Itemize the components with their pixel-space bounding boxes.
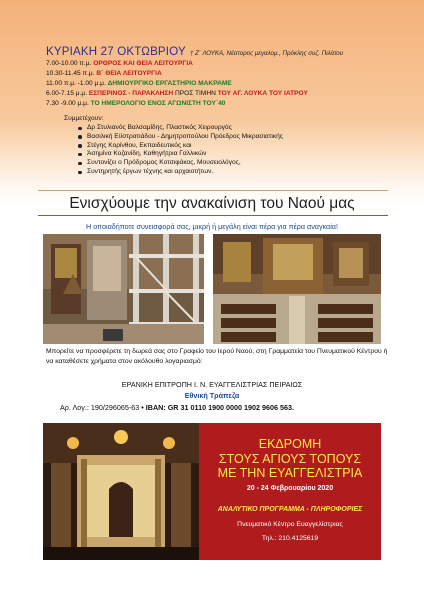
trip-title-line: ΕΚΔΡΟΜΗ xyxy=(258,437,322,451)
participants-label: Συμμετέχουν: xyxy=(64,115,104,122)
participant-item: Συντονίζει ο Πρόδρομος Κοτσιφάκος, Μουσειολόγος, xyxy=(78,159,398,168)
account-line: Αρ. Λογ.: 190/296065-63 • IBAN: GR 31 0110 1900 0000 1902 9606 563. xyxy=(60,403,295,412)
trip-phone: Τηλ.: 210.4125619 xyxy=(261,535,319,542)
participant-item: Δρ Στυλιανός Βαλσαμίδης, Πλαστικός Χειρουργός xyxy=(78,124,398,133)
schedule-time: 10.30-11.45 π.μ. xyxy=(46,70,95,77)
participants-list xyxy=(78,124,398,177)
schedule-event: ΟΡΘΡΟΣ ΚΑΙ ΘΕΙΑ ΛΕΙΤΟΥΡΓΙΑ xyxy=(93,60,193,67)
schedule-item xyxy=(46,69,406,79)
participant-item-continued: Στέγης Κορίνθου, Εκπαιδευτικός και xyxy=(78,142,398,151)
schedule-item xyxy=(46,79,406,89)
schedule-time: 7.30 -9.00 μ.μ. xyxy=(46,100,89,107)
renovation-subline: Η οποιαδήποτε συνεισφορά σας, μικρή ή μεγάλη είναι πέρα για πέρα αναγκαία! xyxy=(86,222,338,231)
account-number: Αρ. Λογ.: 190/296065-63 xyxy=(60,403,140,412)
bank-name: Εθνική Τράπεζα xyxy=(184,391,240,400)
participant-item-continued: Συντηρητής έργων τέχνης και αρχαιοτήτων. xyxy=(78,168,398,177)
schedule-event: ΤΟ ΗΜΕΡΟΛΟΓΙΟ ΕΝΟΣ ΑΓΩΝΙΣΤΗ ΤΟΥ΄40 xyxy=(90,100,226,107)
committee-name: ΕΡΑΝΙΚΗ ΕΠΙΤΡΟΠΗ Ι. Ν. ΕΥΑΓΓΕΛΙΣΤΡΙΑΣ ΠΕΙΡΑΙΩΣ xyxy=(121,380,303,389)
schedule-time: 6.00-7.15 μ.μ. xyxy=(46,90,87,97)
schedule-item xyxy=(46,99,406,109)
trip-panel xyxy=(199,423,381,560)
section-divider xyxy=(38,190,388,191)
schedule-item xyxy=(46,89,406,99)
headline-rule xyxy=(38,215,388,216)
trip-title-line: ΣΤΟΥΣ ΑΓΙΟΥΣ ΤΟΠΟΥΣ xyxy=(218,451,362,466)
schedule-time: 11.00 π.μ. -1.00 μ.μ. xyxy=(46,80,106,87)
schedule-event-saint: ΤΟΥ ΑΓ. ΛΟΥΚΑ ΤΟΥ ΙΑΤΡΟΥ xyxy=(217,90,308,97)
schedule-event: Β΄ ΘΕΙΑ ΛΕΙΤΟΥΡΓΙΑ xyxy=(96,70,162,77)
trip-photo-holy-sepulchre xyxy=(43,423,199,560)
schedule-event-extra: ΠΡΟΣ ΤΙΜΗΝ xyxy=(174,90,216,97)
participant-item: Άσημίνα Κοζανίδη, Καθηγήτρια Γαλλικών xyxy=(78,150,398,159)
schedule-time: 7.00-10.00 π.μ. xyxy=(46,60,92,67)
renovation-headline: Ενισχύουμε την ανακαίνιση του Ναού μας xyxy=(69,195,355,212)
day-header xyxy=(46,42,416,56)
trip-organizer: Πνευματικό Κέντρο Ευαγγελίστριας xyxy=(237,521,343,528)
trip-program-info: ΑΝΑΛΥΤΙΚΟ ΠΡΟΓΡΑΜΜΑ - ΠΛΗΡΟΦΟΡΙΕΣ xyxy=(217,506,363,513)
day-title: ΚΥΡΙΑΚΗ 27 ΟΚΤΩΒΡΙΟΥ xyxy=(46,46,186,58)
trip-title xyxy=(199,437,381,481)
schedule-event: ΔΗΜΙΟΥΡΓΙΚΟ ΕΡΓΑΣΤΗΡΙΟ ΜΑΚΡΑΜΕ xyxy=(107,80,232,87)
renovation-photo-interior xyxy=(213,234,381,344)
iban-number: IBAN: GR 31 0110 1900 0000 1902 9606 563. xyxy=(145,403,295,412)
renovation-photo-scaffolding xyxy=(43,234,204,344)
day-subtitle: † Ζ΄ ΛΟΥΚΑ, Νέστορος μεγαλομ., Πρόκλης συζ. Πιλάτου xyxy=(189,50,344,57)
participant-item: Βασιλική Εϋστρατιάδου - Δημητροπούλου Πρόεδρος Μικρασιατικής xyxy=(78,133,398,142)
trip-title-line: ΜΕ ΤΗΝ ΕΥΑΓΓΕΛΙΣΤΡΙΑ xyxy=(217,466,363,480)
donation-paragraph: Μπορείτε να προσφέρετε τη δωρεά σας στο Γραφείο του Ιερού Ναού, στη Γραμματεία του Πνευματικού Κέντρου ή να καταθέσετε χρήματα στον ακόλουθο λογαριασμό: xyxy=(46,348,388,365)
schedule-event: ΕΣΠΕΡΙΝΟΣ - ΠΑΡΑΚΛΗΣΗ xyxy=(88,90,174,97)
trip-dates: 20 - 24 Φεβρουαρίου 2020 xyxy=(246,485,334,492)
schedule-item xyxy=(46,59,406,69)
